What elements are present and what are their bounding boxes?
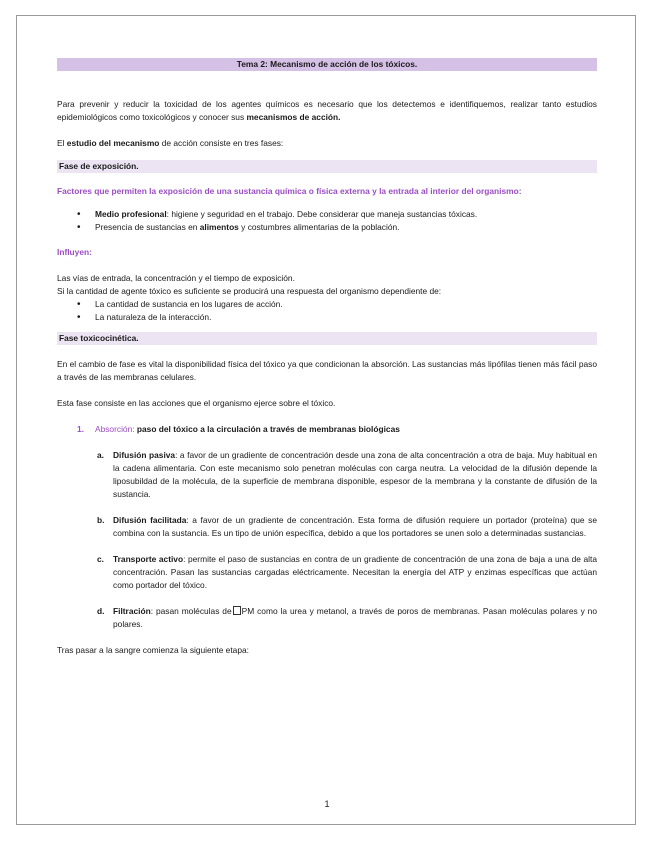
influyen-line-2: Si la cantidad de agente tóxico es suficiente se producirá una respuesta del organismo dependiente de:	[57, 286, 442, 296]
subitem-letter: c.	[97, 554, 104, 564]
bullet-bold: Medio profesional	[95, 209, 167, 219]
list-item	[57, 208, 597, 221]
influyen-heading: Influyen:	[57, 247, 92, 257]
factors-list	[57, 208, 597, 234]
item-label: Absorción:	[95, 424, 135, 434]
subitem-letter: a.	[97, 450, 104, 460]
study-paragraph	[57, 137, 597, 150]
subitem-transporte-activo	[57, 553, 597, 592]
subitem-text: : a favor de un gradiente de concentración. Esta forma de difusión requiere un portador (proteína) que se combina con la sustancia. Es un tipo de unión específica, debido a que los portadores se unen solo a determinadas sustancias.	[113, 515, 597, 538]
intro-bold: mecanismos de acción.	[246, 112, 341, 122]
toxicocinetica-paragraph-2: Esta fase consiste en las acciones que el organismo ejerce sobre el tóxico.	[57, 398, 336, 408]
section-heading-exposicion: Fase de exposición.	[57, 160, 597, 173]
subitem-letter: d.	[97, 606, 105, 616]
closing-paragraph: Tras pasar a la sangre comienza la siguiente etapa:	[57, 645, 249, 655]
bullet-pre: Presencia de sustancias en	[95, 222, 200, 232]
item-number: 1.	[77, 424, 84, 434]
subitem-bold: Filtración	[113, 606, 151, 616]
bullet-post: y costumbres alimentarias de la población.	[238, 222, 400, 232]
page-number: 1	[324, 799, 330, 809]
study-pre: El	[57, 138, 67, 148]
subitem-bold: Difusión facilitada	[113, 515, 187, 525]
subitem-text: : permite el paso de sustancias en contra de un gradiente de concentración de una zona de baja a una de alta concentración. Pasan las sustancias cargadas eléctricamente. Necesitan la energía del ATP y enzimas específicas que actúan como portador del tóxico.	[113, 554, 597, 590]
bullet-bold: alimentos	[199, 222, 239, 232]
page-content	[57, 58, 597, 657]
subitem-difusion-pasiva	[57, 449, 597, 501]
influyen-list	[57, 298, 597, 324]
influyen-line-1: Las vías de entrada, la concentración y el tiempo de exposición.	[57, 273, 295, 283]
subitem-bold: Difusión pasiva	[113, 450, 176, 460]
bullet-text: : higiene y seguridad en el trabajo. Debe considerar que maneja sustancias tóxicas.	[166, 209, 478, 219]
toxicocinetica-paragraph-1: En el cambio de fase es vital la disponibilidad física del tóxico ya que condicionan la absorción. Las sustancias más lipófilas tienen más fácil paso a través de las membranas celulares.	[57, 359, 597, 382]
study-post: de acción consiste en tres fases:	[159, 138, 284, 148]
subitem-bold: Transporte activo	[113, 554, 184, 564]
list-item: • La cantidad de sustancia en los lugares de acción.	[57, 298, 597, 311]
subitem-pre: : pasan moléculas de	[150, 606, 232, 616]
list-item: • La naturaleza de la interacción.	[57, 311, 597, 324]
factors-heading: Factores que permiten la exposición de una sustancia química o física externa y la entrada al interior del organismo:	[57, 186, 522, 196]
intro-paragraph	[57, 98, 597, 124]
subitem-difusion-facilitada	[57, 514, 597, 540]
missing-glyph-icon	[233, 606, 241, 615]
numbered-item-absorcion	[57, 423, 597, 436]
subitem-letter: b.	[97, 515, 105, 525]
subitem-filtracion	[57, 605, 597, 631]
document-page	[16, 15, 636, 825]
study-bold: estudio del mecanismo	[66, 138, 160, 148]
item-text: paso del tóxico a la circulación a través de membranas biológicas	[134, 424, 400, 434]
document-title: Tema 2: Mecanismo de acción de los tóxicos.	[57, 58, 597, 71]
subitem-text: : a favor de un gradiente de concentración desde una zona de alta concentración a otra de baja. Muy habitual en la cadena alimentaria. Con este mecanismo solo penetran moléculas con carga neutra. La velocidad de la difusión depende la liposubildad de la molécula, de la superficie de membrana disponible, espesor de la membrana y la constante de difusión de la sustancia.	[113, 450, 597, 499]
list-item	[57, 221, 597, 234]
subitem-post: PM como la urea y metanol, a través de poros de membranas. Pasan moléculas polares y no polares.	[113, 606, 598, 629]
section-heading-toxicocinetica: Fase toxicocinética.	[57, 332, 597, 345]
intro-text: Para prevenir y reducir la toxicidad de los agentes químicos es necesario que los detectemos e identifiquemos, realizar tanto estudios epidemiológicos como toxicológicos y conocer sus	[57, 99, 597, 122]
